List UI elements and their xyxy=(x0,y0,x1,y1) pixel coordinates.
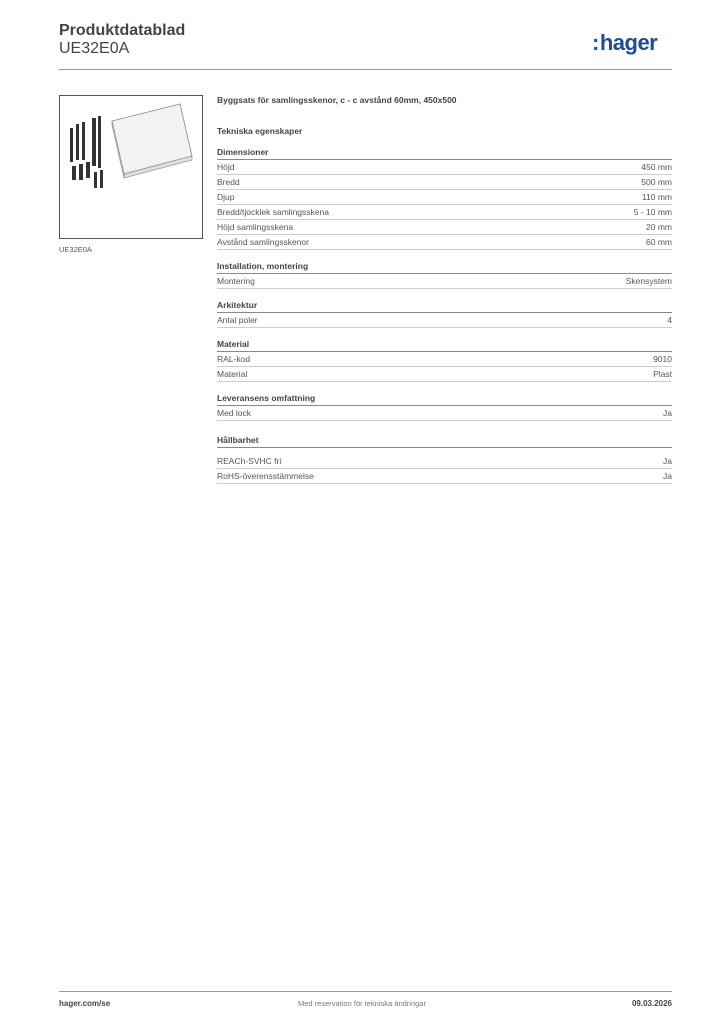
group-title: Arkitektur xyxy=(217,300,672,313)
spec-label: RoHS-överensstämmelse xyxy=(217,471,314,481)
spec-label: Bredd xyxy=(217,177,240,187)
spec-group xyxy=(217,300,672,328)
spec-row xyxy=(217,406,672,421)
spec-row xyxy=(217,220,672,235)
spec-value: 450 mm xyxy=(641,162,672,172)
group-title: Leveransens omfattning xyxy=(217,393,672,406)
spec-row xyxy=(217,235,672,250)
spec-row xyxy=(217,274,672,289)
spec-label: Bredd/tjocklek samlingsskena xyxy=(217,207,329,217)
image-caption: UE32E0A xyxy=(59,245,92,254)
spec-label: Montering xyxy=(217,276,255,286)
hager-logo[interactable] xyxy=(592,30,657,56)
spec-value: Ja xyxy=(663,471,672,481)
spec-row xyxy=(217,313,672,328)
product-title: Byggsats för samlingsskenor, c - c avstånd 60mm, 450x500 xyxy=(217,95,457,105)
group-title: Material xyxy=(217,339,672,352)
spec-value: 9010 xyxy=(653,354,672,364)
spec-label: Antal poler xyxy=(217,315,258,325)
spec-group xyxy=(217,261,672,289)
spec-value: 20 mm xyxy=(646,222,672,232)
spec-value: Ja xyxy=(663,456,672,466)
spec-row xyxy=(217,205,672,220)
spec-value: Ja xyxy=(663,408,672,418)
spec-row xyxy=(217,454,672,469)
spec-label: Höjd xyxy=(217,162,235,172)
spec-row xyxy=(217,175,672,190)
spec-label: Med lock xyxy=(217,408,252,418)
spec-value: 500 mm xyxy=(641,177,672,187)
spec-value: 4 xyxy=(667,315,672,325)
spec-group xyxy=(217,147,672,250)
spec-group xyxy=(217,393,672,421)
spec-label: Höjd samlingsskena xyxy=(217,222,294,232)
spec-row xyxy=(217,367,672,382)
header-title: Produktdatablad xyxy=(59,22,186,39)
group-title: Hållbarhet xyxy=(217,435,672,448)
spec-row xyxy=(217,160,672,175)
header-subtitle: UE32E0A xyxy=(59,40,130,57)
spec-value: 5 - 10 mm xyxy=(633,207,672,217)
spec-row xyxy=(217,190,672,205)
spec-content xyxy=(217,95,672,495)
spec-label: Djup xyxy=(217,192,235,202)
spec-group xyxy=(217,339,672,382)
spec-value: 60 mm xyxy=(646,237,672,247)
spec-value: 110 mm xyxy=(641,192,672,202)
section-title: Tekniska egenskaper xyxy=(217,126,303,136)
spec-label: Material xyxy=(217,369,248,379)
group-title: Dimensioner xyxy=(217,147,672,160)
spec-group xyxy=(217,435,672,484)
spec-value: Plast xyxy=(653,369,672,379)
footer-rule xyxy=(59,991,672,992)
group-title: Installation, montering xyxy=(217,261,672,274)
spec-row xyxy=(217,469,672,484)
product-illustration xyxy=(60,96,202,238)
logo-text: hager xyxy=(599,30,658,55)
busbar-supports xyxy=(70,116,103,188)
spec-row xyxy=(217,352,672,367)
header-rule xyxy=(59,69,672,70)
footer-date: 09.03.2026 xyxy=(631,999,672,1008)
spec-label: REACh-SVHC fri xyxy=(217,456,282,466)
footer-disclaimer: Med reservation för tekniska ändringar xyxy=(298,999,426,1008)
spec-label: RAL-kod xyxy=(217,354,251,364)
footer-website-link[interactable]: hager.com/se xyxy=(59,999,111,1008)
product-image xyxy=(59,95,203,239)
spec-label: Avstånd samlingsskenor xyxy=(217,237,309,247)
logo-colon-mark: : xyxy=(592,30,599,55)
spec-value: Skensystem xyxy=(625,276,672,286)
cover-plate xyxy=(112,104,192,174)
